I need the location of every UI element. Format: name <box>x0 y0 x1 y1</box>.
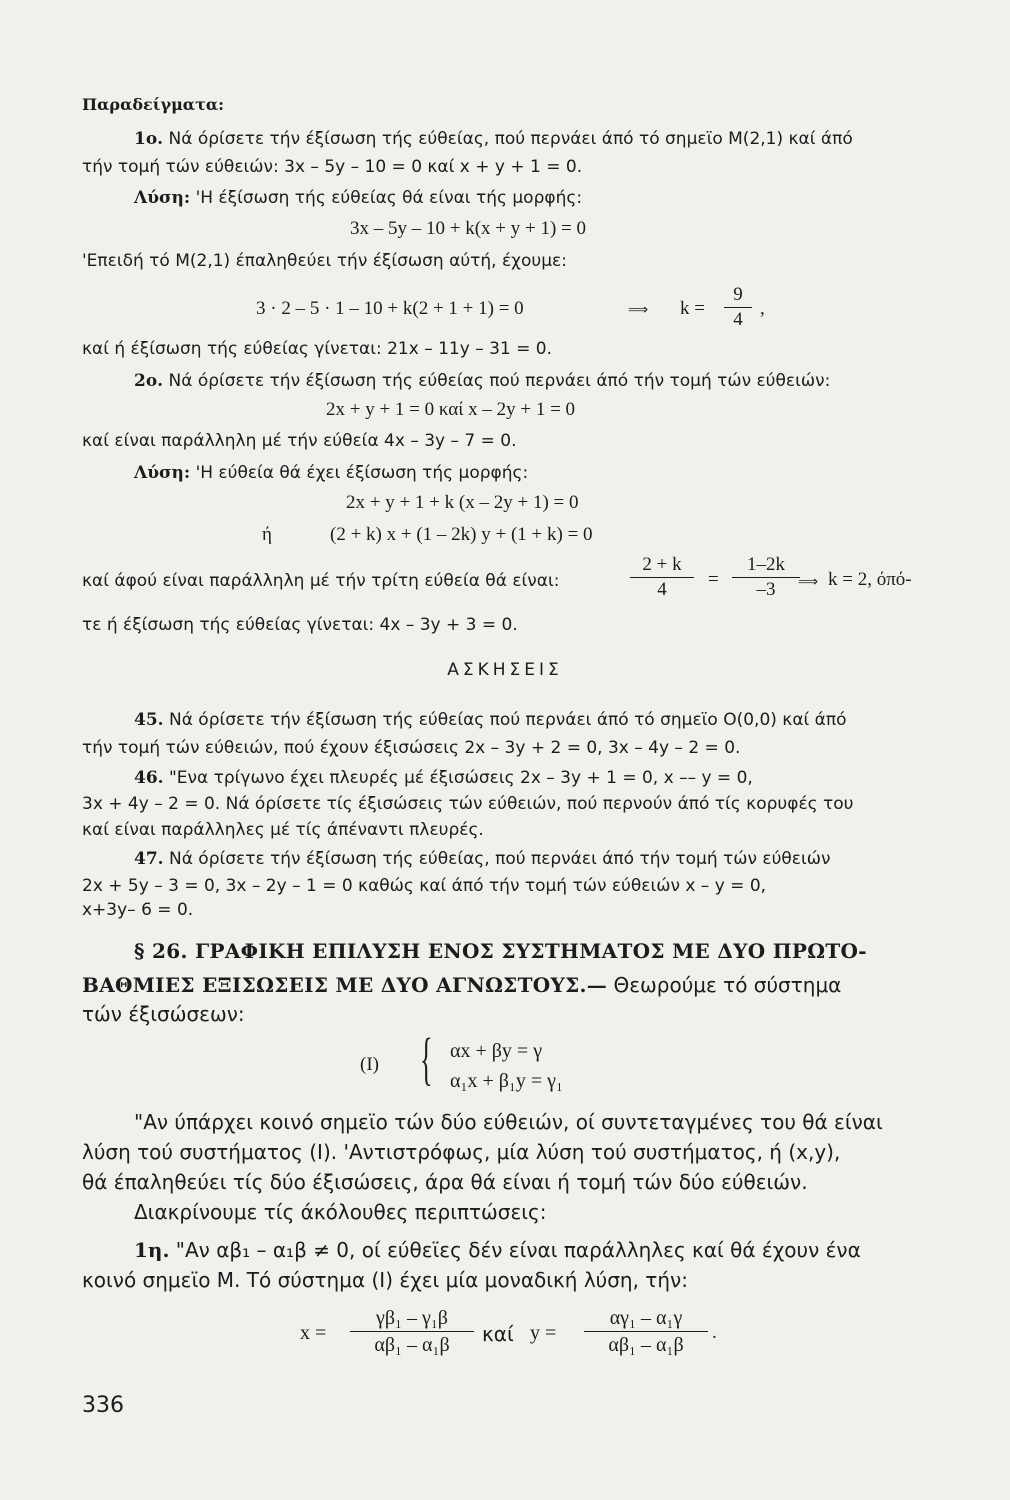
example2-text: Νά όρίσετε τήν έξίσωση τής εύθείας πού περνάει άπό τήν τομή τών εύθειών: <box>168 371 831 391</box>
example2-equation1: 2x + y + 1 + k (x – 2y + 1) = 0 <box>346 492 579 513</box>
exercise-46-line1 <box>134 767 753 789</box>
fraction-denominator: αβ₁ – α₁β <box>608 1334 684 1356</box>
equals-sign: = <box>708 569 719 590</box>
case1-line2: κοινό σημεϊο Μ. Τό σύστημα (I) έχει μία μοναδική λύση, τήν: <box>82 1268 688 1292</box>
k-result: k = 2, όπό- <box>828 569 912 590</box>
solution-label: Λύση: <box>134 463 191 483</box>
comma: , <box>760 298 765 319</box>
example2-solution <box>134 462 528 484</box>
fraction-12k-3 <box>732 554 800 601</box>
fraction-numerator: γβ₁ – γ₁β <box>350 1306 474 1332</box>
solution-x-fraction <box>350 1306 474 1357</box>
fraction-denominator: –3 <box>756 579 776 600</box>
example2-line1 <box>134 370 830 392</box>
example1-line1 <box>134 128 853 150</box>
solution-x-label: x = <box>300 1322 327 1344</box>
paragraph1-line3: θά έπαληθεύει τίς δύο έξισώσεις, άρα θά είναι ή τομή τών δύο εύθειών. <box>82 1170 808 1194</box>
k-label: k = <box>680 298 705 319</box>
examples-heading: Παραδείγματα: <box>82 95 225 114</box>
example1-text: Νά όρίσετε τήν έξίσωση τής εύθείας, πού περνάει άπό τό σημεϊο Μ(2,1) καί άπό <box>168 129 853 149</box>
exercise-45-line1 <box>134 709 847 731</box>
exercise-47-text: Νά όρίσετε τήν έξίσωση τής εύθείας, πού περνάει άπό τήν τομή τών εύθειών <box>168 849 831 869</box>
exercise-45-text: Νά όρίσετε τήν έξίσωση τής εύθείας πού περνάει άπό τό σημεϊο O(0,0) καί άπό <box>168 710 847 730</box>
section-line3: τών έξισώσεων: <box>82 1002 245 1026</box>
exercise-46-line2: 3x + 4y – 2 = 0. Νά όρίσετε τίς έξισώσεις τών εύθειών, πού περνούν άπό τίς κορυφές του <box>82 794 854 814</box>
fraction-9-4 <box>724 284 752 331</box>
exercise-45-line2: τήν τομή τών εύθειών, πού έχουν έξισώσεις 2x – 3y + 2 = 0, 3x – 4y – 2 = 0. <box>82 738 741 758</box>
fraction-denominator: αβ₁ – α₁β <box>374 1334 450 1356</box>
implies-arrow: ⟹ <box>798 575 819 590</box>
case1-line1 <box>134 1236 861 1264</box>
exercise-46-text: "Ενα τρίγωνο έχει πλευρές μέ έξισώσεις 2x – 3y + 1 = 0, x –– y = 0, <box>168 768 753 788</box>
period: . <box>712 1322 717 1343</box>
fraction-denominator: 4 <box>657 579 667 600</box>
fraction-numerator: 1–2k <box>732 554 800 578</box>
example2-since: καί άφού είναι παράλληλη μέ τήν τρίτη εύθεία θά είναι: <box>82 571 560 591</box>
or-label: ή <box>262 524 272 545</box>
system-equation2: α₁x + β₁y = γ₁ <box>450 1070 563 1092</box>
example1-since: 'Επειδή τό Μ(2,1) έπαληθεύει τήν έξίσωση αύτή, έχουμε: <box>82 251 567 271</box>
section-heading-line1: § 26. ΓΡΑΦΙΚΗ ΕΠΙΛΥΣΗ ΕΝΟΣ ΣΥΣΤΗΜΑΤΟΣ ΜΕ ΔΥΟ ΠΡΩΤΟ- <box>134 939 867 963</box>
system-brace: { <box>420 1026 433 1091</box>
exercise-47-number: 47. <box>134 849 164 869</box>
section-intro: Θεωρούμε τό σύστημα <box>607 973 842 997</box>
case1-number: 1η. <box>134 1238 170 1262</box>
example2-equation-pair: 2x + y + 1 = 0 καί x – 2y + 1 = 0 <box>326 399 576 420</box>
solution-text: 'Η έξίσωση τής εύθείας θά είναι τής μορφής: <box>195 188 583 208</box>
solution-y-fraction <box>584 1306 708 1357</box>
example1-solution <box>134 187 582 209</box>
example2-parallel: καί είναι παράλληλη μέ τήν εύθεία 4x – 3y – 7 = 0. <box>82 431 517 451</box>
system-label: (I) <box>360 1054 379 1075</box>
fraction-numerator: αγ₁ – α₁γ <box>584 1306 708 1332</box>
example1-equation1: 3x – 5y – 10 + k(x + y + 1) = 0 <box>350 218 587 239</box>
example2-result: τε ή έξίσωση τής εύθείας γίνεται: 4x – 3y + 3 = 0. <box>82 615 518 635</box>
fraction-denominator: 4 <box>733 309 743 330</box>
example1-line2: τήν τομή τών εύθειών: 3x – 5y – 10 = 0 καί x + y + 1 = 0. <box>82 157 583 177</box>
paragraph1-line2: λύση τού συστήματος (I). 'Αντιστρόφως, μία λύση τού συστήματος, ή (x,y), <box>82 1140 841 1164</box>
case1-text: "Αν αβ₁ – α₁β ≠ 0, οί εύθεϊες δέν είναι παράλληλες καί θά έχουν ένα <box>175 1238 861 1262</box>
exercises-title: ΑΣΚΗΣΕΙΣ <box>447 660 563 680</box>
exercise-46-number: 46. <box>134 768 164 788</box>
solution-text: 'Η εύθεία θά έχει έξίσωση τής μορφής: <box>195 463 529 483</box>
paragraph1-line1: "Αν ύπάρχει κοινό σημεϊο τών δύο εύθειών, οί συντεταγμένες του θά είναι <box>134 1110 883 1134</box>
section-heading-bold: ΒΑΘΜΙΕΣ ΕΞΙΣΩΣΕΙΣ ΜΕ ΔΥΟ ΑΓΝΩΣΤΟΥΣ.— <box>82 973 608 997</box>
section-heading-line2 <box>82 972 841 998</box>
system-equation1: αx + βy = γ <box>450 1040 543 1062</box>
implies-arrow: ⟹ <box>628 303 649 318</box>
example1-equation2: 3 · 2 – 5 · 1 – 10 + k(2 + 1 + 1) = 0 <box>256 298 524 319</box>
solution-y-label: y = <box>530 1322 557 1344</box>
fraction-numerator: 9 <box>724 284 752 308</box>
and-word: καί <box>482 1322 514 1346</box>
exercise-47-line3: x+3y– 6 = 0. <box>82 900 194 920</box>
example2-number: 2ο. <box>134 371 164 391</box>
fraction-2k-4 <box>630 554 694 601</box>
fraction-numerator: 2 + k <box>630 554 694 578</box>
example1-number: 1ο. <box>134 129 164 149</box>
example1-result: καί ή έξίσωση τής εύθείας γίνεται: 21x – 11y – 31 = 0. <box>82 339 553 359</box>
page-number: 336 <box>82 1393 124 1418</box>
exercise-45-number: 45. <box>134 710 164 730</box>
exercise-46-line3: καί είναι παράλληλες μέ τίς άπέναντι πλευρές. <box>82 820 484 840</box>
solution-label: Λύση: <box>134 188 191 208</box>
example2-equation2: (2 + k) x + (1 – 2k) y + (1 + k) = 0 <box>330 524 593 545</box>
exercise-47-line1 <box>134 848 830 870</box>
paragraph2: Διακρίνουμε τίς άκόλουθες περιπτώσεις: <box>134 1200 547 1224</box>
exercise-47-line2: 2x + 5y – 3 = 0, 3x – 2y – 1 = 0 καθώς καί άπό τήν τομή τών εύθειών x – y = 0, <box>82 876 767 896</box>
